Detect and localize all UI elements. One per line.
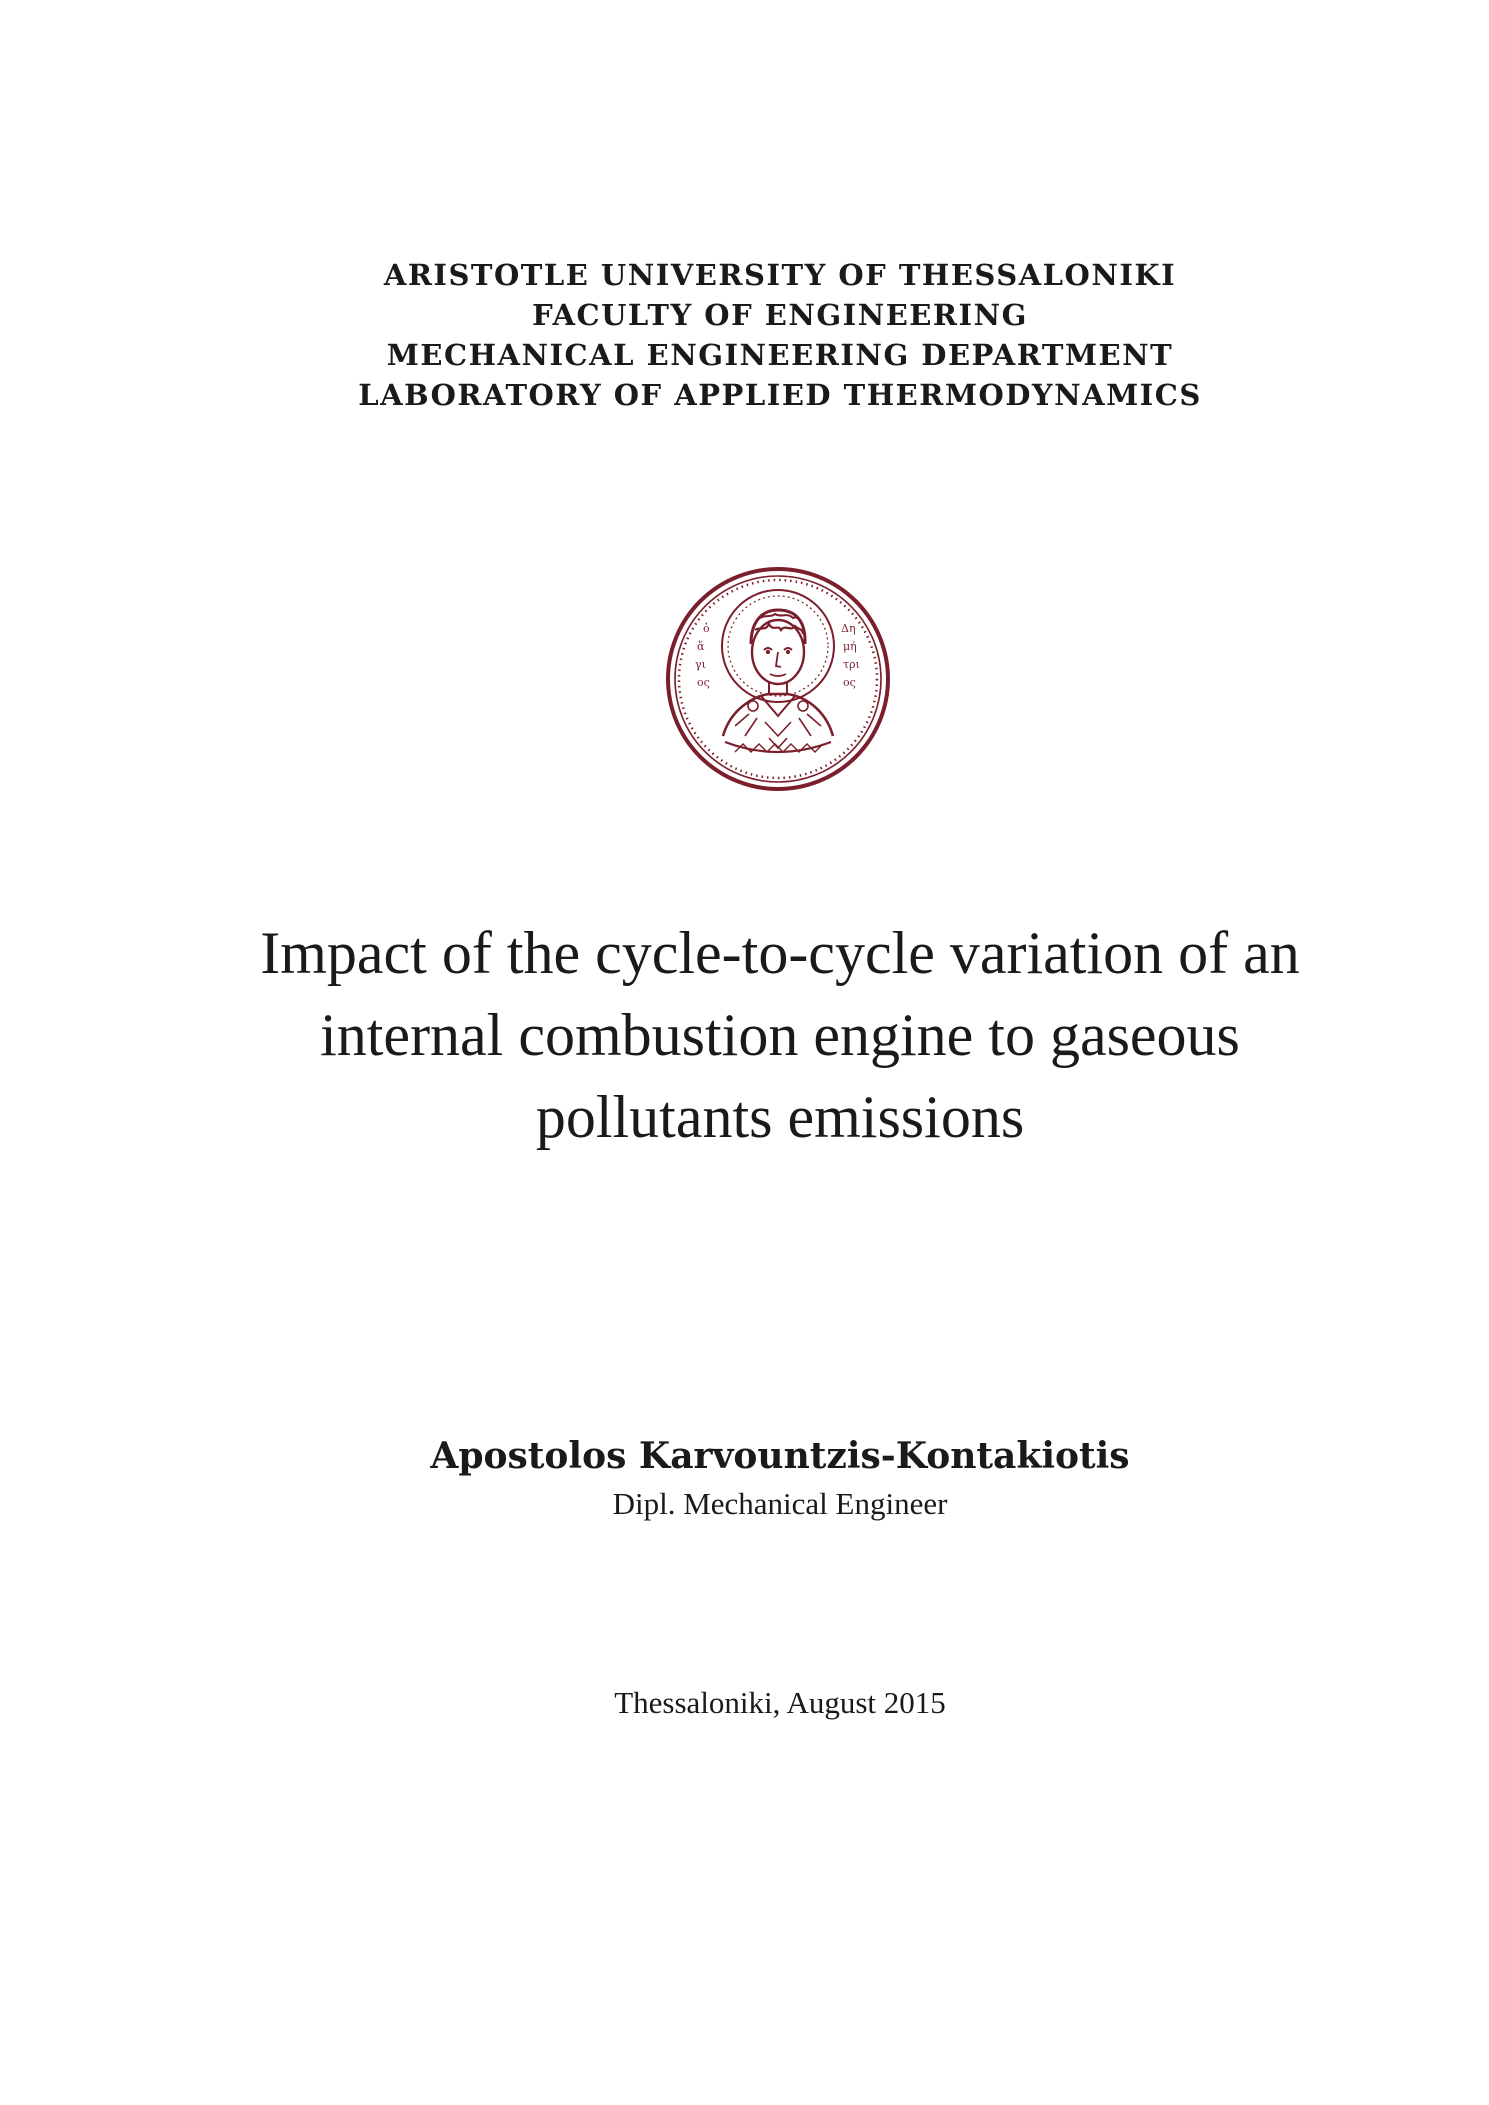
title-line-3: pollutants emissions — [535, 1084, 1025, 1150]
institution-header — [0, 255, 1489, 415]
svg-text:μή: μή — [843, 640, 857, 653]
place-and-date: Thessaloniki, August 2015 — [614, 1685, 946, 1720]
title-line-1: Impact of the cycle-to-cycle variation of an — [260, 920, 1300, 986]
svg-text:ἅ: ἅ — [697, 640, 705, 653]
university-name: ARISTOTLE UNIVERSITY OF THESSALONIKI — [383, 258, 1177, 292]
author-block — [0, 1432, 1489, 1526]
thesis-title — [0, 912, 1489, 1158]
author-name: Apostolos Karvountzis-Kontakiotis — [430, 1435, 1130, 1477]
svg-text:τρι: τρι — [843, 658, 860, 671]
svg-text:γι: γι — [695, 658, 706, 671]
svg-text:ος: ος — [843, 676, 856, 689]
faculty-name: FACULTY OF ENGINEERING — [532, 298, 1028, 332]
laboratory-name: LABORATORY OF APPLIED THERMODYNAMICS — [358, 378, 1202, 412]
title-line-2: internal combustion engine to gaseous — [320, 1002, 1240, 1068]
svg-text:ὁ: ὁ — [703, 622, 710, 635]
university-seal-icon — [665, 566, 891, 792]
svg-text:ος: ος — [697, 676, 710, 689]
author-degree: Dipl. Mechanical Engineer — [612, 1486, 948, 1521]
department-name: MECHANICAL ENGINEERING DEPARTMENT — [386, 338, 1174, 372]
svg-text:Δη: Δη — [841, 622, 856, 635]
